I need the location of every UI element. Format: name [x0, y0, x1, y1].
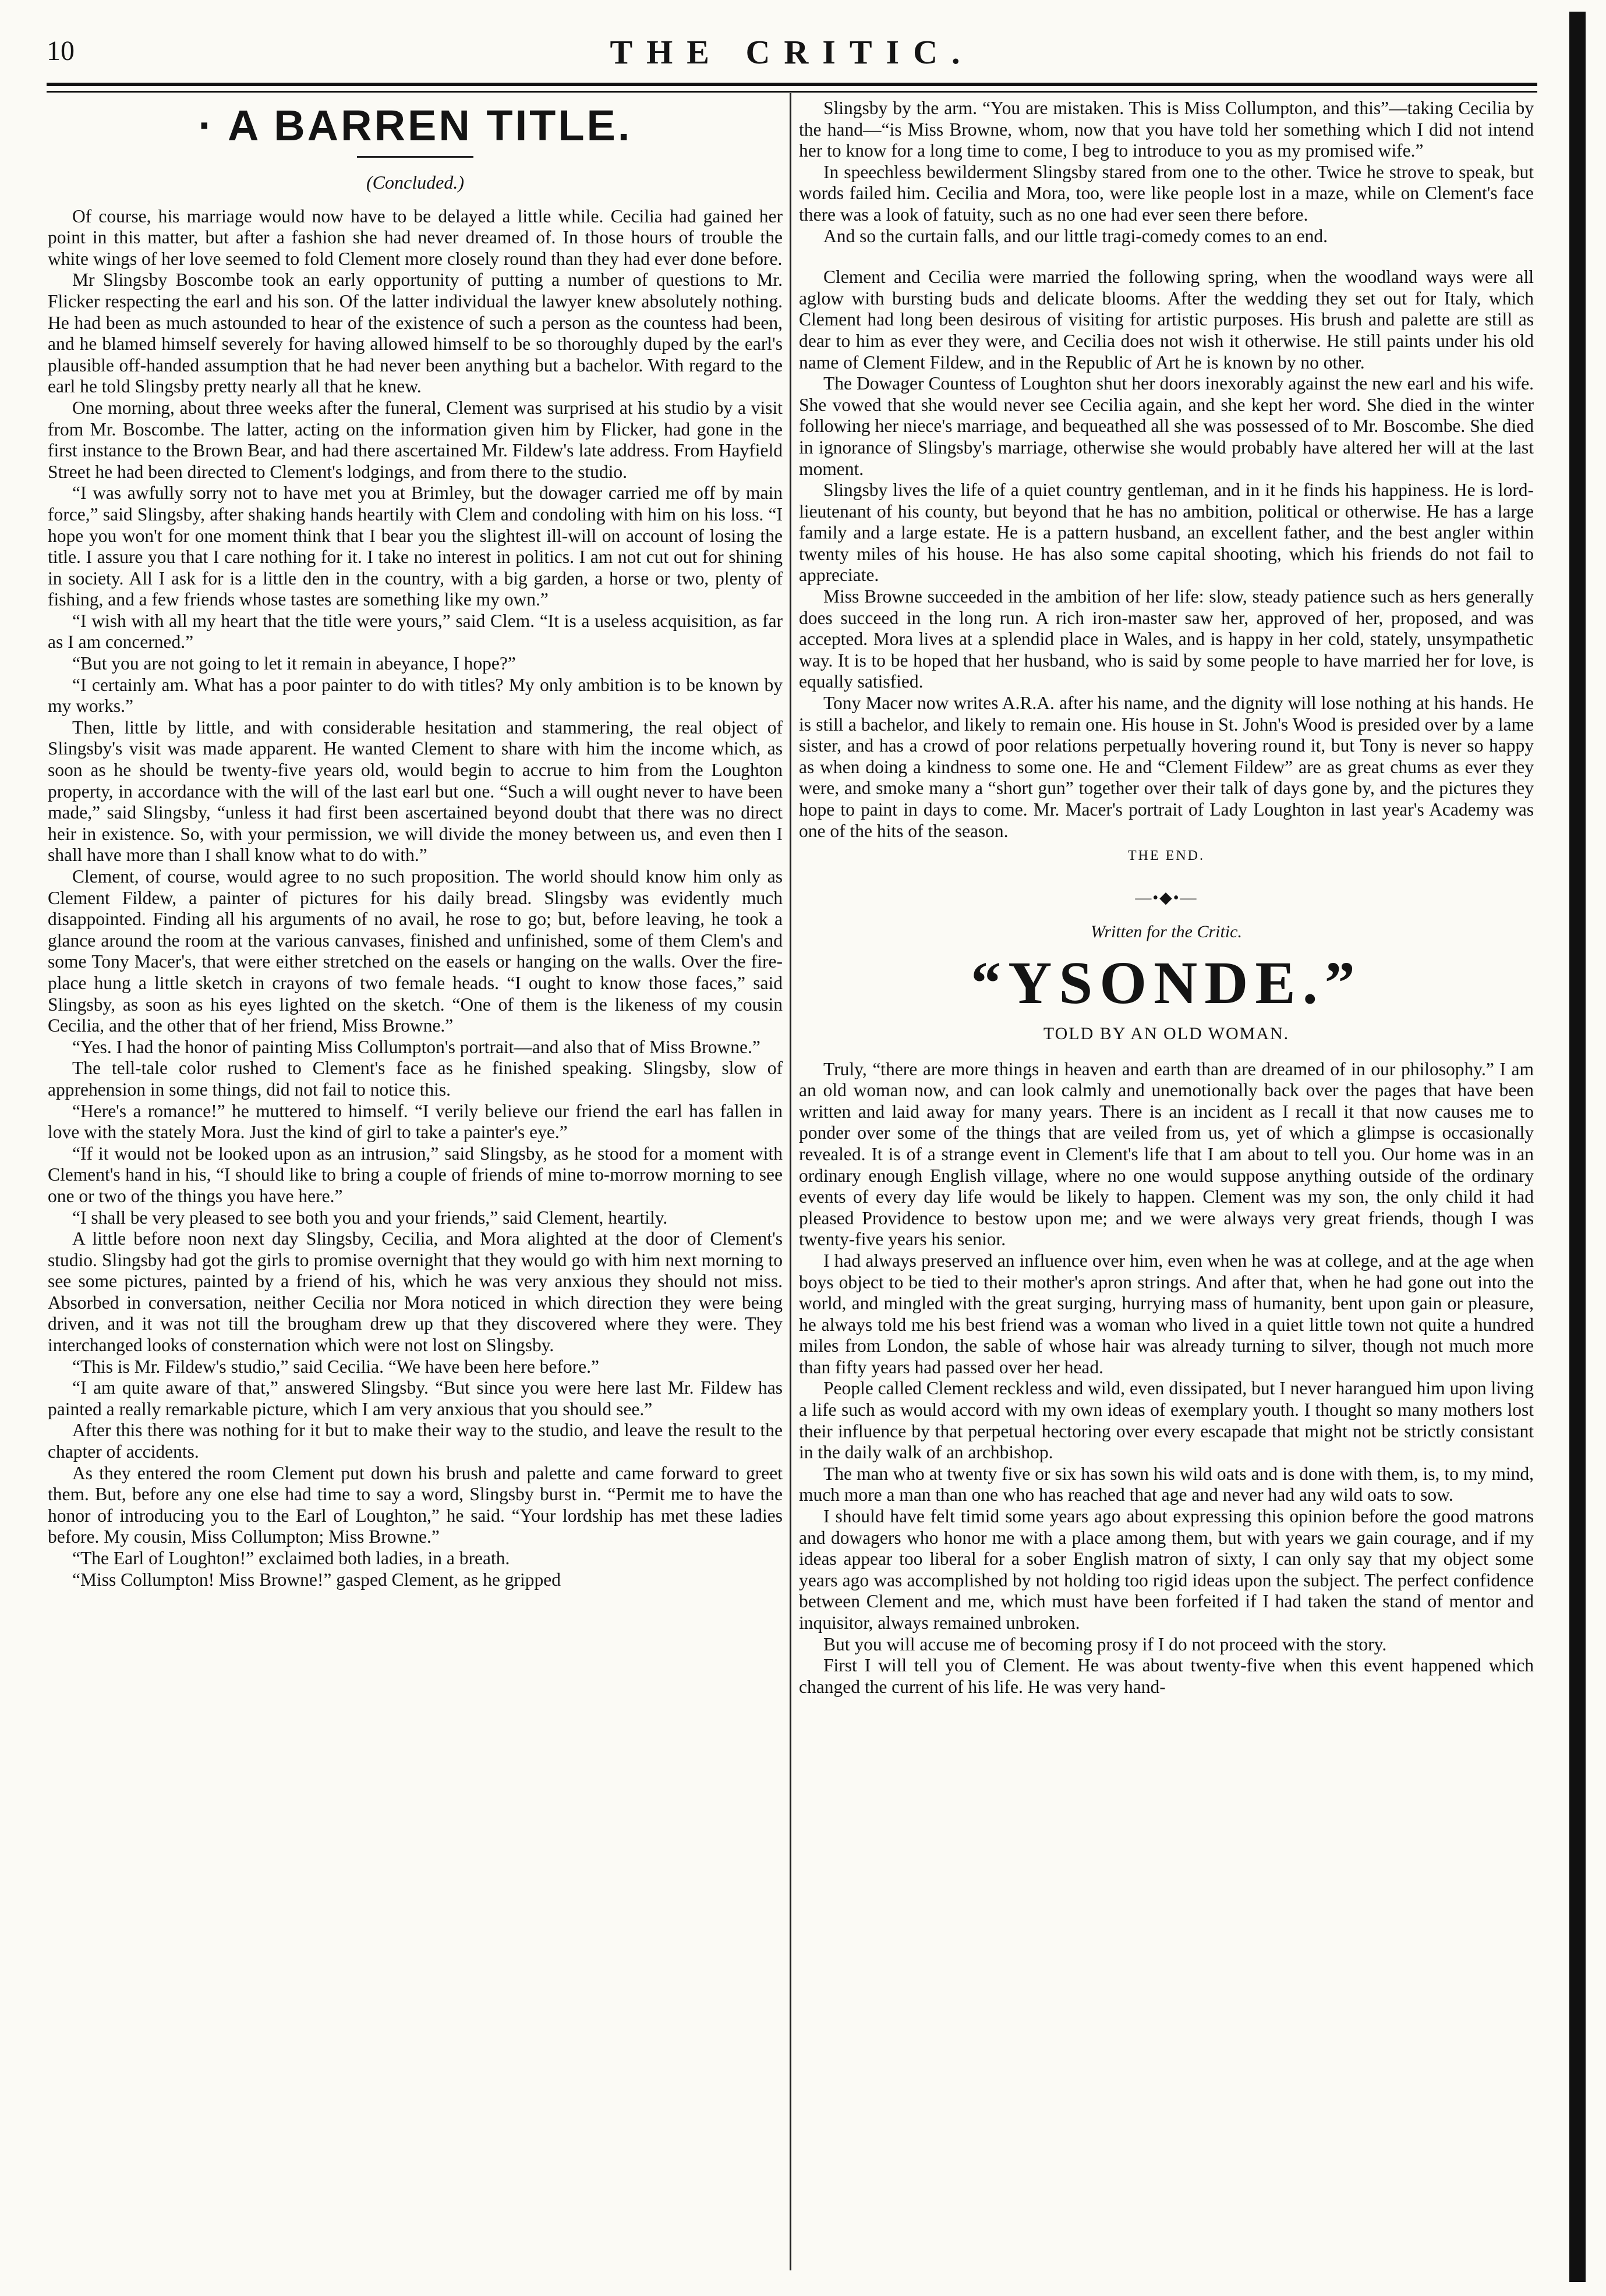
- header-rule-thin: [47, 91, 1537, 93]
- page-number: 10: [47, 36, 75, 66]
- paragraph: “Miss Collumpton! Miss Browne!” gasped Clement, as he gripped: [72, 1569, 561, 1590]
- left-paragraphs: [48, 206, 783, 1591]
- paragraph: The Dowager Countess of Loughton shut her doors inexorably against the new earl and his wife. She vowed that she would never see Cecilia again, and she kept her word. She died in the winter following her niece's marriage, and bequeathed all she was possessed of to Mr. Boscombe. She died in ignorance of Slingsby's marriage, otherwise she would probably have altered her will at the last moment.: [799, 373, 1534, 479]
- paragraph: Slingsby lives the life of a quiet country gentleman, and in it he finds his happiness. He is lord-lieutenant of his county, but beyond that he has no ambition, political or otherwise. He has a large family and a large estate. He is a pattern husband, an excellent father, and the best angler within twenty miles of his house. He has also some capital shooting, which his friends do not fail to appreciate.: [799, 480, 1534, 586]
- paragraph: “I am quite aware of that,” answered Slingsby. “But since you were here last Mr. Fildew has painted a really remarkable picture, which I am very anxious that you should see.”: [48, 1377, 783, 1419]
- paragraph: “But you are not going to let it remain in abeyance, I hope?”: [72, 653, 516, 674]
- right-paragraphs: [799, 98, 1534, 247]
- paragraph: “I shall be very pleased to see both you and your friends,” said Clement, heartily.: [72, 1207, 668, 1228]
- story-paragraphs: [799, 1059, 1534, 1698]
- paragraph: First I will tell you of Clement. He was about twenty-five when this event happened which changed the current of his life. He was very hand-: [799, 1655, 1534, 1697]
- paragraph: “I was awfully sorry not to have met you at Brimley, but the dowager carried me off by main force,” said Slingsby, after shaking hands heartily with Clem and condoling with him on his loss. “I hope you won't for one moment think that I bear you the slightest ill-will on account of losing the title. I assure you that I care nothing for it. I take no interest in politics. I am not cut out for shining in society. All I ask for is a little den in the country, with a big garden, a horse or two, plenty of fishing, and a few friends whose tastes are something like my own.”: [48, 483, 783, 610]
- paragraph: People called Clement reckless and wild, even dissipated, but I never harangued him upon living a life such as would accord with my own ideas of exemplary youth. I thought so many mothers lost their influence by that perpetual hectoring over every escapade that might not be strictly consistant in the daily walk of an archbishop.: [799, 1378, 1534, 1463]
- paragraph: Mr Slingsby Boscombe took an early opportunity of putting a number of questions to Mr. Flicker respecting the earl and his son. Of the latter individual the lawyer knew absolutely nothing. He had been as much astounded to hear of the existence of such a person as the countess had been, and he blamed himself severely for having allowed himself to be so thoroughly duped by the earl's plausible off-handed assumption that he had never been anything but a bachelor. With regard to the earl he told Slingsby pretty nearly all that he knew.: [48, 270, 783, 397]
- paragraph: Clement, of course, would agree to no such proposition. The world should know him only as Clement Fildew, a painter of pictures for his daily bread. Slingsby was evidently much disappointed. Finding all his arguments of no avail, he rose to go; but, before leaving, he took a glance around the room at the various canvases, finished and unfinished, some of them Clem's and some Tony Macer's, that were either stretched on the easels or hanging on the walls. Over the fire-place hung a little sketch in crayons of two female heads. “I ought to know those faces,” said Slingsby, as soon as his eyes lighted on the sketch. “One of them is the likeness of my cousin Cecilia, and the other that of her friend, Miss Browne.”: [48, 866, 783, 1036]
- section-ornament: —•◆•—: [1135, 888, 1198, 907]
- paragraph: “If it would not be looked upon as an intrusion,” said Slingsby, as he stood for a moment with Clement's hand in his, “I should like to bring a couple of friends of mine to-morrow morning to see one or two of the things you have here.”: [48, 1143, 783, 1206]
- paragraph: A little before noon next day Slingsby, Cecilia, and Mora alighted at the door of Clement's studio. Slingsby had got the girls to promise overnight that they would go with him next morning to see some pictures, painted by a friend of his, which he was very anxious they should not miss. Absorbed in conversation, neither Cecilia nor Mora noticed in which direction they were being driven, and it was not till the brougham drew up that they discovered where they were. They interchanged looks of consternation which were not lost on Slingsby.: [48, 1228, 783, 1356]
- story-title: “YSONDE.”: [971, 949, 1362, 1016]
- paragraph: One morning, about three weeks after the funeral, Clement was surprised at his studio by a visit from Mr. Boscombe. The latter, acting on the information given him by Flicker, had gone in the first instance to the Brown Bear, and had there ascertained Mr. Fildew's late address. From Hayfield Street he had been directed to Clement's lodgings, and from there to the studio.: [48, 397, 783, 482]
- paragraph: Slingsby by the arm. “You are mistaken. This is Miss Collumpton, and this”—taking Cecilia by the hand—“is Miss Browne, whom, now that you have told her something which I did not intend her to know for a long time to come, I beg to introduce to you as my promised wife.”: [799, 98, 1534, 161]
- paragraph: Tony Macer now writes A.R.A. after his name, and the dignity will lose nothing at his hands. He is still a bachelor, and likely to remain one. His house in St. John's Wood is presided over by a lame sister, and has a crowd of poor relations perpetually hovering round it, but Tony is never so happy as when doing a kindness to some one. He and “Clement Fildew” are as great chums as ever they were, and smoke many a “short gun” together over their talk of days gone by, and the pictures they hope to paint in days to come. Mr. Macer's portrait of Lady Loughton in last year's Academy was one of the hits of the season.: [799, 693, 1534, 841]
- paragraph: Then, little by little, and with considerable hesitation and stammering, the real object of Slingsby's visit was made apparent. He wanted Clement to share with him the income which, as soon as he should be twenty-five years old, would begin to accrue to him from the Loughton property, in accordance with the will of the last earl but one. “Such a will ought never to have been made,” said Slingsby, “unless it had first been ascertained beyond doubt that there was no direct heir in existence. So, with your permission, we will divide the money between us, and even then I shall have more than I shall know what to do with.”: [48, 717, 783, 866]
- paragraph: The tell-tale color rushed to Clement's face as he finished speaking. Slingsby, slow of apprehension in some things, did not fail to notice this.: [48, 1058, 783, 1100]
- article-subtitle: (Concluded.): [366, 172, 464, 193]
- paragraph: But you will accuse me of becoming prosy if I do not proceed with the story.: [823, 1634, 1387, 1654]
- paragraph: “I certainly am. What has a poor painter to do with titles? My only ambition is to be known by my works.”: [48, 674, 783, 717]
- paragraph: Of course, his marriage would now have to be delayed a little while. Cecilia had gained her point in this matter, but after a fashion she had never dreamed of. In those hours of trouble the white wings of her love seemed to fold Clement more closely round than they had ever done before.: [48, 205, 783, 269]
- the-end-label: THE END.: [1128, 848, 1205, 864]
- title-rule: [357, 156, 473, 158]
- left-column: [48, 98, 783, 1590]
- page-edge-bar: [1569, 12, 1586, 2282]
- header-rule-thick: [47, 83, 1537, 86]
- paragraph: After this there was nothing for it but to make their way to the studio, and leave the result to the chapter of accidents.: [48, 1420, 783, 1462]
- paragraph: As they entered the room Clement put down his brush and palette and came forward to greet them. But, before any one else had time to say a word, Slingsby burst in. “Permit me to have the honor of introducing you to the Earl of Loughton,” he said. “Your lordship has met these ladies before. My cousin, Miss Collumpton; Miss Browne.”: [48, 1462, 783, 1547]
- paragraph: Clement and Cecilia were married the following spring, when the woodland ways were all aglow with bursting buds and delicate blooms. After the wedding they set out for Italy, which Clement had long been desirous of visiting for artistic purposes. His brush and palette are still as dear to him as ever they were, and Cecilia does not wish it otherwise. He still paints under his old name of Clement Fildew, and in the Republic of Art he is known by no other.: [799, 267, 1534, 373]
- story-subtitle: TOLD BY AN OLD WOMAN.: [1043, 1023, 1290, 1043]
- paragraph: Miss Browne succeeded in the ambition of her life: slow, steady patience such as hers generally does succeed in the long run. A rich iron-master saw her, approved of her, proposed, and was accepted. Mora lives at a splendid place in Wales, and is happy in her cold, stately, unsympathetic way. It is to be hoped that her husband, who is said by some people to have married her for love, is equally satisfied.: [799, 586, 1534, 692]
- epilogue-paragraphs: [799, 267, 1534, 842]
- paragraph: I had always preserved an influence over him, even when he was at college, and at the age when boys object to be tied to their mother's apron strings. And after that, when he had gone out into the world, and mingled with the great surging, hurrying mass of humanity, bent upon gain or pleasure, he always told me his best friend was a woman who lived in a quiet little town not quite a hundred miles from London, the sable of whose hair was already turning to silver, though not much more than fifty years had passed over her head.: [799, 1250, 1534, 1377]
- paragraph: “Here's a romance!” he muttered to himself. “I verily believe our friend the earl has fallen in love with the stately Mora. Just the kind of girl to take a painter's eye.”: [48, 1100, 783, 1143]
- journal-title: THE CRITIC.: [610, 33, 974, 71]
- paragraph: I should have felt timid some years ago about expressing this opinion before the good matrons and dowagers who honor me with a place among them, but with years we gain courage, and if my ideas appear too liberal for a sober English matron of sixty, I can only say that my object some years ago was accomplished by not holding too rigid ideas upon the subject. The perfect confidence between Clement and me, which must have been forfeited if I had taken the stand of mentor and inquisitor, always remained unbroken.: [799, 1506, 1534, 1633]
- paragraph: “This is Mr. Fildew's studio,” said Cecilia. “We have been here before.”: [72, 1356, 599, 1377]
- paragraph: “I wish with all my heart that the title were yours,” said Clem. “It is a useless acquisition, as far as I am concerned.”: [48, 610, 783, 653]
- paragraph: The man who at twenty five or six has sown his wild oats and is done with them, is, to my mind, much more a man than one who has reached that age and never had any wild oats to sow.: [799, 1463, 1534, 1505]
- right-column: [799, 98, 1534, 1698]
- paragraph: In speechless bewilderment Slingsby stared from one to the other. Twice he strove to speak, but words failed him. Cecilia and Mora, too, were like people lost in a maze, while on Clement's face there was a look of fatuity, such as no one had ever seen there before.: [799, 161, 1534, 225]
- paragraph: And so the curtain falls, and our little tragi-comedy comes to an end.: [823, 225, 1328, 246]
- paragraph: Truly, “there are more things in heaven and earth than are dreamed of in our philosophy.” I am an old woman now, and can look calmly and unemotionally back over the pages that have been written and laid away for many years. There is an incident as I recall it that now causes me to ponder over some of the things that are veiled from us, yet of which a glimpse is occasionally revealed. It is of a strange event in Clement's life that I am about to tell you. Our home was in an ordinary enough English village, where no one would suppose anything outside of the ordinary events of every day life would be likely to happen. Clement was my son, the only child it had pleased Providence to bestow upon me; and we were always very great friends, though I was twenty-five years his senior.: [799, 1058, 1534, 1250]
- article-title: · A BARREN TITLE.: [198, 101, 632, 150]
- written-for-label: Written for the Critic.: [1091, 922, 1242, 942]
- page-header: [47, 35, 1537, 70]
- paragraph: “The Earl of Loughton!” exclaimed both ladies, in a breath.: [72, 1548, 510, 1568]
- column-divider: [790, 93, 791, 2270]
- paragraph: “Yes. I had the honor of painting Miss Collumpton's portrait—and also that of Miss Browne.”: [72, 1036, 760, 1057]
